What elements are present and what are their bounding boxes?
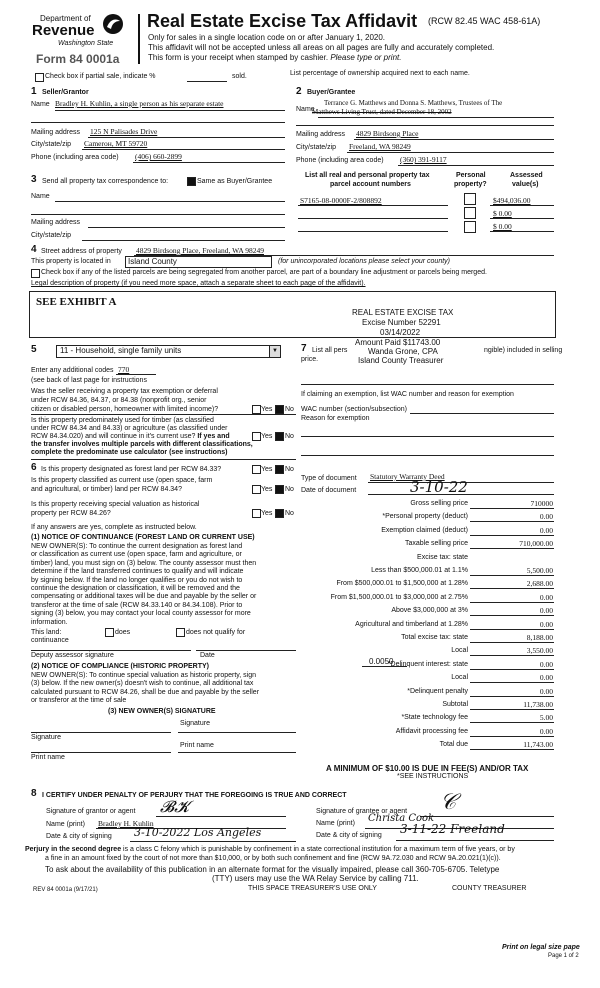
this-land-label: This land: bbox=[31, 629, 62, 636]
treasurer-stamp-l4: Amount Paid $11743.00 bbox=[355, 338, 441, 347]
tax-row-value[interactable]: 11,738.00 bbox=[523, 700, 553, 709]
tax-row-value[interactable]: 5.00 bbox=[539, 713, 553, 723]
parcel-col-header-3: Assessed bbox=[510, 172, 543, 179]
treasurer-stamp-l2: Excise Number 52291 bbox=[362, 318, 441, 327]
parcel-col-header-1b: parcel account numbers bbox=[330, 181, 411, 188]
notice-line: signing (3) below, you may contact your local county assessor for more bbox=[31, 610, 251, 618]
personal-property-checkbox-3[interactable] bbox=[464, 221, 476, 233]
parcel-col-header-3b: value(s) bbox=[512, 181, 539, 188]
current-use-no-label: No bbox=[285, 486, 294, 493]
tax-row-label: From $1,500,000.01 to $3,000,000 at 2.75% bbox=[330, 593, 468, 601]
tax-row-value[interactable]: 0.00 bbox=[539, 512, 553, 522]
exhibit-reference: SEE EXHIBIT A bbox=[36, 296, 117, 308]
treasurer-stamp-l1: REAL ESTATE EXCISE TAX bbox=[352, 308, 454, 317]
deputy-assessor-label: Deputy assessor signature bbox=[31, 652, 114, 659]
notice-line: compensating or additional taxes will be due and payable by the seller or bbox=[31, 593, 257, 601]
dept-line: Department of bbox=[40, 14, 91, 23]
tax-row-label: *Delinquent interest: state bbox=[387, 660, 468, 668]
tax-row-value[interactable]: 0.00 bbox=[539, 592, 553, 602]
land-use-value: 11 - Household, single family units bbox=[60, 346, 182, 355]
notice-line: or transferor at the time of sale bbox=[31, 697, 127, 705]
seller-phone-label: Phone (including area code) bbox=[31, 154, 119, 161]
section-1-number: 1 bbox=[31, 86, 37, 97]
tax-row-value[interactable]: 0.00 bbox=[539, 619, 553, 629]
forest-no-checkbox[interactable] bbox=[275, 465, 284, 474]
q-timber-2: under RCW 84.34 and 84.33) or agriculture (as classified under bbox=[31, 425, 228, 432]
tax-row-value[interactable]: 0.00 bbox=[539, 606, 553, 616]
buyer-city-label: City/state/zip bbox=[296, 144, 337, 151]
doc-type[interactable]: Statutory Warranty Deed bbox=[370, 472, 445, 481]
tax-row-value[interactable]: 710000 bbox=[530, 499, 553, 508]
correspondence-label: Send all property tax correspondence to: bbox=[42, 178, 169, 185]
grantee-signature[interactable]: 𝒞 bbox=[440, 790, 457, 815]
tax-row-label: Above $3,000,000 at 3% bbox=[391, 607, 468, 615]
tty-note: (TTY) users may use the WA Relay Service by calling 711. bbox=[212, 874, 419, 883]
same-as-buyer-label: Same as Buyer/Grantee bbox=[197, 178, 273, 185]
buyer-phone[interactable]: (360) 391-9117 bbox=[400, 155, 447, 164]
if-yes-note: If any answers are yes, complete as instructed below. bbox=[31, 524, 197, 531]
chevron-down-icon[interactable]: ▼ bbox=[269, 346, 280, 357]
county-select[interactable] bbox=[125, 256, 272, 268]
buyer-name-2[interactable]: Matthews Living Trust, dated December 18, 2002 bbox=[312, 108, 452, 116]
seller-name-label: Name bbox=[31, 101, 50, 108]
additional-codes-label: Enter any additional codes bbox=[31, 367, 114, 374]
timber-no-checkbox[interactable] bbox=[275, 432, 284, 441]
notice-line: NEW OWNER(S): To continue the current designation as forest land bbox=[31, 543, 243, 550]
legal-description-label: Legal description of property (if you need more space, attach a separate sheet to each page of the affidavit). bbox=[31, 280, 366, 287]
sold-label: sold. bbox=[232, 73, 247, 80]
buyer-mailing-label: Mailing address bbox=[296, 131, 346, 138]
forest-yes-label: Yes bbox=[261, 466, 273, 473]
new-owner-signature-heading: (3) NEW OWNER(S) SIGNATURE bbox=[108, 708, 216, 715]
new-owner-print-label-2: Print name bbox=[180, 742, 214, 749]
seller-city-label: City/state/zip bbox=[31, 141, 72, 148]
unincorporated-note: (for unincorporated locations please select your county) bbox=[278, 258, 450, 265]
exemption-no-label: No bbox=[285, 406, 294, 413]
q-timber-3: RCW 84.34.020) and will continue in it's current use? If yes and bbox=[31, 433, 230, 440]
timber-no-label: No bbox=[285, 433, 294, 440]
correspondence-mailing-label: Mailing address bbox=[31, 219, 81, 226]
tax-row-label: Total due bbox=[439, 741, 468, 749]
grantor-signature[interactable]: 𝓑𝓚 bbox=[160, 797, 189, 816]
q-exemption-2: under RCW 84.36, 84.37, or 84.38 (nonprofit org., senior bbox=[31, 397, 207, 404]
parcel-col-header-1: List all real and personal property tax bbox=[305, 172, 430, 179]
exemption-yes-label: Yes bbox=[261, 406, 273, 413]
alternate-format-note: To ask about the availability of this publication in an alternate format for the visually impaired, please call 360-705-6705. Teletype bbox=[45, 865, 500, 874]
buyer-city[interactable]: Freeland, WA 98249 bbox=[349, 142, 411, 151]
notice-line: calculated pursuant to RCW 84.26, shall be due and payable by the seller bbox=[31, 688, 260, 696]
tax-row-label: *Delinquent penalty bbox=[407, 687, 468, 695]
seller-name[interactable]: Bradley H. Kuhlin, a single person as his separate estate bbox=[55, 99, 224, 108]
doc-type-label: Type of document bbox=[301, 475, 357, 482]
legal-size-note: Print on legal size pape bbox=[502, 944, 580, 951]
exemption-no-checkbox[interactable] bbox=[275, 405, 284, 414]
personal-property-label: List all pers bbox=[312, 347, 348, 354]
q-current-use-1: Is this property classified as current use (open space, farm bbox=[31, 477, 213, 484]
assessed-value-2[interactable]: $ 0.00 bbox=[493, 209, 512, 218]
tax-row-label: Affidavit processing fee bbox=[395, 727, 468, 735]
page-number: Page 1 of 2 bbox=[548, 953, 579, 959]
exemption-instruction: If claiming an exemption, list WAC number and reason for exemption bbox=[301, 391, 514, 398]
ownership-note: List percentage of ownership acquired next to each name. bbox=[290, 70, 470, 77]
buyer-heading: Buyer/Grantee bbox=[307, 89, 356, 96]
land-use-select[interactable] bbox=[56, 345, 281, 358]
treasurer-use-label: THIS SPACE TREASURER'S USE ONLY bbox=[248, 885, 377, 892]
q-historic-2: property per RCW 84.26? bbox=[31, 510, 111, 517]
tax-row-value[interactable]: 710,000.00 bbox=[519, 539, 553, 549]
perjury-note-1: Perjury in the second degree is a class C felony which is punishable by confinement in a state correctional institution for a maximum term of five years, or by bbox=[25, 846, 515, 853]
grantor-date-label: Date & city of signing bbox=[46, 833, 112, 840]
forest-yes-checkbox[interactable] bbox=[252, 465, 261, 474]
county-treasurer-label: COUNTY TREASURER bbox=[452, 885, 527, 892]
section-3-number: 3 bbox=[31, 174, 37, 185]
exemption-reason-label: Reason for exemption bbox=[301, 415, 370, 422]
doc-date[interactable]: 3-10-22 bbox=[410, 478, 468, 496]
grantee-signature-label: Signature of grantee or agent bbox=[316, 808, 408, 815]
tax-row-label: Taxable selling price bbox=[404, 540, 468, 548]
revenue-logo-text: Revenue bbox=[32, 22, 95, 39]
new-owner-signature-label-1: Signature bbox=[31, 734, 61, 741]
notice-compliance-title: (2) NOTICE OF COMPLIANCE (HISTORIC PROPERTY) bbox=[31, 663, 209, 670]
header-line-2: This affidavit will not be accepted unless all areas on all pages are fully and accurately completed. bbox=[148, 43, 495, 52]
land-does-checkbox[interactable] bbox=[105, 628, 114, 637]
see-instructions-note: *SEE INSTRUCTIONS bbox=[397, 773, 469, 780]
notice-line: transferor at the time of sale (RCW 84.33.140 or 84.34.108). Prior to bbox=[31, 601, 243, 609]
correspondence-city-label: City/state/zip bbox=[31, 232, 72, 239]
timber-yes-checkbox[interactable] bbox=[252, 432, 261, 441]
tax-row-label: Exemption claimed (deduct) bbox=[381, 526, 468, 534]
tax-row-label: From $500,000.01 to $1,500,000 at 1.28% bbox=[336, 580, 468, 588]
new-owner-signature-label-2: Signature bbox=[180, 720, 210, 727]
notice-continuance-title: (1) NOTICE OF CONTINUANCE (FOREST LAND OR CURRENT USE) bbox=[31, 534, 255, 541]
treasurer-stamp-l3: 03/14/2022 bbox=[380, 328, 421, 337]
certify-statement: I CERTIFY UNDER PENALTY OF PERJURY THAT THE FOREGOING IS TRUE AND CORRECT bbox=[42, 792, 347, 799]
timber-yes-label: Yes bbox=[261, 433, 273, 440]
tax-row-value[interactable]: 2,688.00 bbox=[526, 579, 553, 589]
correspondence-name-label: Name bbox=[31, 193, 50, 200]
tax-row-label: Gross selling price bbox=[410, 500, 468, 507]
buyer-name-1[interactable]: Terrance G. Matthews and Donna S. Matthews, Trustees of The bbox=[324, 99, 503, 107]
buyer-name-label: Name bbox=[296, 106, 315, 113]
seller-heading: Seller/Grantor bbox=[42, 89, 89, 96]
section-2-number: 2 bbox=[296, 86, 302, 97]
q-exemption-1: Was the seller receiving a property tax exemption or deferral bbox=[31, 388, 218, 395]
grantee-date-label: Date & city of signing bbox=[316, 832, 382, 839]
tax-row-value[interactable]: 0.00 bbox=[539, 673, 553, 683]
tax-row-value[interactable]: 3,550.00 bbox=[526, 646, 553, 656]
tax-row-value[interactable]: 8,188.00 bbox=[526, 633, 553, 642]
state-line: Washington State bbox=[58, 40, 114, 47]
header-line-1: Only for sales in a single location code on or after January 1, 2020. bbox=[148, 33, 386, 42]
street-address-label: Street address of property bbox=[41, 248, 122, 255]
revision-number: REV 84 0001a (9/17/21) bbox=[33, 887, 98, 893]
grantee-name[interactable]: Christa Cook bbox=[368, 813, 435, 824]
personal-property-label-2: ngible) included in selling bbox=[484, 347, 563, 354]
segregated-label: Check box if any of the listed parcels are being segregated from another parcel, are part of a boundary line adjustment or parcels being merged. bbox=[41, 269, 487, 276]
seller-phone[interactable]: (406) 660-2899 bbox=[135, 152, 182, 161]
additional-codes[interactable]: 770 bbox=[118, 365, 130, 374]
historic-no-checkbox[interactable] bbox=[275, 509, 284, 518]
grantor-date-city[interactable]: 3-10-2022 Los Angeles bbox=[134, 826, 262, 839]
tax-row-label: Local bbox=[451, 647, 468, 655]
deputy-date-label: Date bbox=[200, 652, 215, 659]
grantee-date-city[interactable]: 3-11-22 Freeland bbox=[400, 822, 505, 836]
seller-mailing-label: Mailing address bbox=[31, 129, 81, 136]
segregated-checkbox[interactable] bbox=[31, 269, 40, 278]
section-5-number: 5 bbox=[31, 344, 37, 355]
current-use-yes-checkbox[interactable] bbox=[252, 485, 261, 494]
notice-line: NEW OWNER(S): To continue special valuation as historic property, sign bbox=[31, 672, 256, 679]
parcel-col-header-2: Personal bbox=[456, 172, 486, 179]
form-title: Real Estate Excise Tax Affidavit bbox=[147, 11, 418, 31]
buyer-phone-label: Phone (including area code) bbox=[296, 157, 384, 164]
see-back-note: (see back of last page for instructions bbox=[31, 377, 147, 384]
parcel-number-1[interactable]: S7165-08-0000F-2/808892 bbox=[300, 196, 382, 205]
tax-row-label: *Personal property (deduct) bbox=[382, 513, 468, 521]
land-does-not-checkbox[interactable] bbox=[176, 628, 185, 637]
tax-row-label: Total excise tax: state bbox=[401, 634, 468, 641]
assessed-value-1[interactable]: $494,036.00 bbox=[493, 196, 531, 205]
section-7-number: 7 bbox=[301, 343, 307, 354]
tax-row-value[interactable]: 0.00 bbox=[539, 659, 553, 669]
historic-yes-checkbox[interactable] bbox=[252, 509, 261, 518]
county-select-value: Island County bbox=[128, 257, 177, 266]
notice-line: (3) below. If the new owner(s) doesn't wish to continue, all additional tax bbox=[31, 680, 254, 688]
treasurer-stamp-l6: Island County Treasurer bbox=[358, 356, 444, 365]
current-use-no-checkbox[interactable] bbox=[275, 485, 284, 494]
seller-mailing[interactable]: 125 N Palisades Drive bbox=[90, 127, 158, 136]
same-as-buyer-checkbox[interactable] bbox=[187, 177, 196, 186]
street-address[interactable]: 4829 Birdsong Place, Freeland, WA 98249 bbox=[136, 246, 264, 255]
section-4-number: 4 bbox=[31, 244, 37, 255]
located-in-label: This property is located in bbox=[31, 258, 111, 265]
tax-row-label: *State technology fee bbox=[401, 714, 468, 722]
q-historic-1: Is this property receiving special valuation as historical bbox=[31, 501, 200, 508]
personal-property-price: price. bbox=[301, 356, 319, 363]
continuance-label: continuance bbox=[31, 637, 69, 644]
notice-line: by signing below. If the land no longer qualifies or you do not wish to bbox=[31, 576, 243, 584]
historic-yes-label: Yes bbox=[261, 510, 273, 517]
tax-row-value[interactable]: 5,500.00 bbox=[526, 566, 553, 575]
tax-row-label: Local bbox=[451, 674, 468, 682]
tax-row-label: Subtotal bbox=[442, 701, 468, 708]
doc-date-label: Date of document bbox=[301, 487, 357, 494]
minimum-note: A MINIMUM OF $10.00 IS DUE IN FEE(S) AND/OR TAX bbox=[326, 764, 529, 773]
land-does-not-label: does not qualify for bbox=[186, 629, 246, 636]
grantor-name-label: Name (print) bbox=[46, 821, 85, 828]
historic-no-label: No bbox=[285, 510, 294, 517]
q-exemption-3: citizen or disabled person, homeowner with limited income)? bbox=[31, 406, 219, 413]
revenue-logo-icon bbox=[102, 13, 124, 35]
tax-row-label: Agricultural and timberland at 1.28% bbox=[355, 620, 468, 628]
notice-line: or classification as current use (open space, farm and agriculture, or bbox=[31, 551, 242, 559]
assessed-value-3[interactable]: $ 0.00 bbox=[493, 222, 512, 231]
land-does-label: does bbox=[115, 629, 131, 636]
section-8-number: 8 bbox=[31, 788, 37, 799]
new-owner-print-label-1: Print name bbox=[31, 754, 65, 761]
notice-line: determine if the land transferred continues to qualify and will indicate bbox=[31, 568, 244, 576]
rcw-reference: (RCW 82.45 WAC 458-61A) bbox=[428, 16, 541, 26]
treasurer-stamp-l5: Wanda Grone, CPA bbox=[368, 347, 438, 356]
tax-row-value[interactable]: 11,743.00 bbox=[523, 740, 553, 750]
tax-row-value[interactable]: 0.00 bbox=[539, 726, 553, 736]
q-timber-5: complete the predominate use calculator (see instructions) bbox=[31, 449, 228, 456]
notice-line: timber) land, you must sign on (3) below. The county assessor must then bbox=[31, 559, 257, 567]
notice-line: continue the designation or classification, it will be removed and the bbox=[31, 585, 240, 592]
grantor-signature-label: Signature of grantor or agent bbox=[46, 808, 136, 815]
grantor-name[interactable]: Bradley H. Kuhlin bbox=[98, 819, 154, 828]
partial-sale-checkbox[interactable] bbox=[35, 73, 44, 82]
q-timber-1: Is this property predominately used for timber (as classified bbox=[31, 417, 214, 424]
tax-row-value[interactable]: 0.00 bbox=[539, 686, 553, 696]
forest-no-label: No bbox=[285, 466, 294, 473]
personal-property-checkbox-1[interactable] bbox=[464, 193, 476, 205]
perjury-note-2: a fine in an amount fixed by the court of not more than $10,000, or by both such confinement and fine (RCW 9A.72.030 and RCW 9A.20.021(1)(c)). bbox=[45, 855, 501, 862]
q-forest: Is this property designated as forest land per RCW 84.33? bbox=[41, 466, 222, 473]
exemption-yes-checkbox[interactable] bbox=[252, 405, 261, 414]
tax-row-label: Excise tax: state bbox=[417, 553, 468, 561]
partial-sale-label: Check box if partial sale, indicate % bbox=[45, 73, 156, 80]
seller-city[interactable]: Camerон, MT 59720 bbox=[84, 139, 148, 148]
current-use-yes-label: Yes bbox=[261, 486, 273, 493]
q-current-use-2: and agricultural, or timber) land per RCW 84.34? bbox=[31, 486, 182, 493]
wac-number-label: WAC number (section/subsection) bbox=[301, 406, 407, 413]
local-rate[interactable]: 0.0050 bbox=[369, 657, 394, 666]
parcel-col-header-2b: property? bbox=[454, 181, 487, 188]
q-timber-4: the transfer involves multiple parcels with different classifications, bbox=[31, 441, 253, 448]
header-line-3: This form is your receipt when stamped by cashier. Please type or print. bbox=[148, 53, 402, 62]
buyer-mailing[interactable]: 4829 Birdsong Place bbox=[356, 129, 419, 138]
form-number: Form 84 0001a bbox=[36, 52, 120, 66]
tax-row-label: Less than $500,000.01 at 1.1% bbox=[371, 567, 468, 574]
personal-property-checkbox-2[interactable] bbox=[464, 207, 476, 219]
grantee-name-label: Name (print) bbox=[316, 820, 355, 827]
section-6-number: 6 bbox=[31, 462, 37, 473]
tax-row-value[interactable]: 0.00 bbox=[539, 525, 553, 535]
notice-line: information. bbox=[31, 618, 68, 626]
